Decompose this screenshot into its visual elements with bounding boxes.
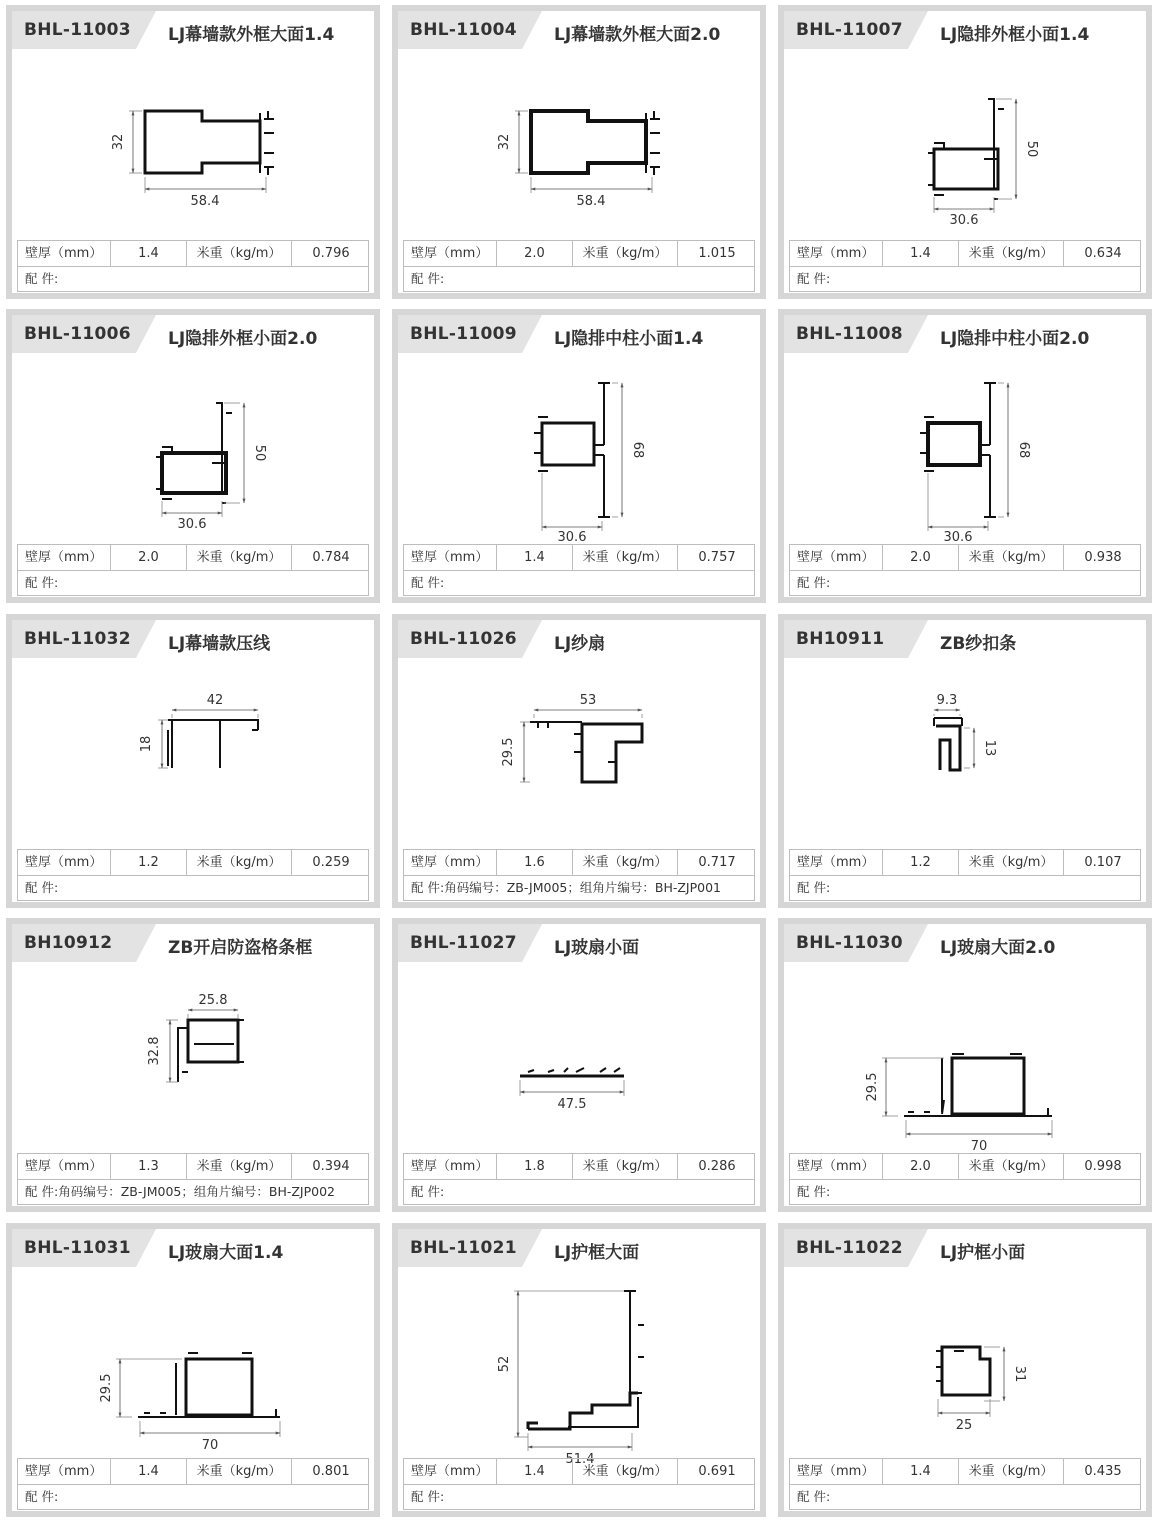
- dimension-label: 9.3: [936, 693, 958, 708]
- product-card-body: [784, 11, 1146, 293]
- dimension-label: 58.4: [190, 194, 220, 209]
- profile-drawing: [398, 962, 760, 1148]
- product-card: [392, 918, 766, 1212]
- product-card: [6, 614, 380, 908]
- dimension-label: 70: [970, 1139, 988, 1154]
- product-name: LJ幕墙款外框大面1.4: [168, 25, 335, 45]
- wall-thickness-label: 壁厚（mm）: [18, 1459, 111, 1484]
- meter-weight-label: 米重（kg/m）: [573, 850, 678, 875]
- profile-cross-section: [12, 658, 374, 844]
- meter-weight-value: 0.286: [698, 1159, 736, 1174]
- spec-table: [789, 1458, 1141, 1510]
- meter-weight-value: 1.015: [698, 246, 736, 261]
- spec-table: [403, 240, 755, 292]
- accessories-label: 配 件:: [797, 880, 831, 895]
- dimension-label: 30.6: [949, 213, 979, 228]
- product-code: BHL-11006: [24, 324, 131, 344]
- product-name: LJ纱扇: [554, 634, 606, 654]
- dimension-label: 68: [630, 441, 645, 459]
- spec-row: [18, 850, 368, 876]
- spec-table: [403, 849, 755, 901]
- profile-drawing: [784, 962, 1146, 1154]
- spec-table: [17, 544, 369, 596]
- accessories-row: [18, 571, 368, 595]
- meter-weight-label: 米重（kg/m）: [573, 241, 678, 266]
- meter-weight-label: 米重（kg/m）: [959, 241, 1064, 266]
- meter-weight-label: 米重（kg/m）: [187, 850, 292, 875]
- meter-weight-label: 米重（kg/m）: [187, 1154, 292, 1179]
- profile-drawing: [12, 49, 374, 235]
- accessories-value: 角码编号：ZB-JM005；组角片编号：BH-ZJP001: [444, 880, 721, 895]
- meter-weight-value: 0.757: [698, 550, 736, 565]
- dimension-label: 25.8: [198, 993, 228, 1008]
- product-code: BHL-11030: [796, 933, 903, 953]
- wall-thickness-label: 壁厚（mm）: [790, 1459, 883, 1484]
- accessories-label: 配 件:: [25, 1489, 59, 1504]
- dimension-label: 31: [1012, 1365, 1027, 1383]
- card-header: [12, 11, 374, 49]
- profile-cross-section: [784, 49, 1146, 235]
- product-card-body: [12, 315, 374, 597]
- meter-weight-label: 米重（kg/m）: [573, 1459, 678, 1484]
- card-header: [784, 620, 1146, 658]
- accessories-label: 配 件:: [25, 1184, 59, 1199]
- product-card: [392, 309, 766, 603]
- accessories-label: 配 件:: [797, 575, 831, 590]
- spec-table: [789, 849, 1141, 901]
- product-name: LJ玻扇大面2.0: [940, 938, 1056, 958]
- meter-weight-label: 米重（kg/m）: [573, 545, 678, 570]
- accessories-row: [404, 267, 754, 291]
- spec-row: [18, 1459, 368, 1485]
- meter-weight-label: 米重（kg/m）: [959, 1459, 1064, 1484]
- wall-thickness-value: 2.0: [497, 241, 573, 266]
- profile-drawing: [784, 353, 1146, 545]
- meter-weight-value: 0.634: [1084, 246, 1122, 261]
- meter-weight-value: 0.938: [1084, 550, 1122, 565]
- card-header: [12, 924, 374, 962]
- accessories-label: 配 件:: [797, 1489, 831, 1504]
- profile-cross-section: [784, 1267, 1146, 1453]
- dimension-label: 29.5: [501, 737, 516, 767]
- spec-table: [17, 849, 369, 901]
- accessories-label: 配 件:: [25, 575, 59, 590]
- meter-weight-value: 0.801: [312, 1464, 350, 1479]
- spec-table: [789, 1153, 1141, 1205]
- product-card-body: [784, 315, 1146, 597]
- spec-row: [18, 545, 368, 571]
- product-card: [6, 5, 380, 299]
- accessories-label: 配 件:: [411, 1184, 445, 1199]
- wall-thickness-value: 1.4: [111, 1459, 187, 1484]
- wall-thickness-value: 1.4: [497, 545, 573, 570]
- wall-thickness-label: 壁厚（mm）: [790, 241, 883, 266]
- dimension-label: 29.5: [865, 1072, 880, 1102]
- spec-row: [404, 1459, 754, 1485]
- product-card: [6, 309, 380, 603]
- accessories-row: [790, 876, 1140, 900]
- meter-weight-value: 0.784: [312, 550, 350, 565]
- dimension-label: 50: [252, 444, 267, 462]
- card-header: [398, 315, 760, 353]
- dimension-label: 18: [139, 735, 154, 753]
- meter-weight-value: 0.107: [1084, 855, 1122, 870]
- meter-weight-label: 米重（kg/m）: [959, 1154, 1064, 1179]
- spec-table: [17, 1458, 369, 1510]
- product-card-body: [784, 1229, 1146, 1511]
- dimension-label: 30.6: [177, 517, 207, 532]
- wall-thickness-label: 壁厚（mm）: [404, 241, 497, 266]
- accessories-row: [18, 1180, 368, 1204]
- dimension-label: 25: [955, 1418, 973, 1433]
- card-header: [784, 315, 1146, 353]
- product-card: [392, 1223, 766, 1517]
- meter-weight-label: 米重（kg/m）: [187, 1459, 292, 1484]
- product-name: LJ玻扇小面: [554, 938, 640, 958]
- accessories-label: 配 件:: [797, 1184, 831, 1199]
- product-name: LJ幕墙款外框大面2.0: [554, 25, 721, 45]
- spec-row: [790, 241, 1140, 267]
- wall-thickness-value: 1.2: [883, 850, 959, 875]
- product-name: LJ护框小面: [940, 1243, 1026, 1263]
- product-card: [392, 5, 766, 299]
- spec-row: [790, 1154, 1140, 1180]
- dimension-label: 32.8: [147, 1036, 162, 1066]
- profile-drawing: [12, 1267, 374, 1453]
- meter-weight-label: 米重（kg/m）: [187, 241, 292, 266]
- accessories-row: [790, 267, 1140, 291]
- product-code: BHL-11009: [410, 324, 517, 344]
- card-header: [784, 11, 1146, 49]
- wall-thickness-label: 壁厚（mm）: [404, 850, 497, 875]
- wall-thickness-value: 2.0: [111, 545, 187, 570]
- profile-cross-section: [784, 962, 1146, 1154]
- wall-thickness-value: 1.2: [111, 850, 187, 875]
- accessories-label: 配 件:: [25, 271, 59, 286]
- dimension-label: 30.6: [557, 530, 587, 545]
- wall-thickness-value: 2.0: [883, 545, 959, 570]
- profile-drawing: [12, 658, 374, 844]
- dimension-label: 68: [1016, 441, 1031, 459]
- spec-table: [17, 1153, 369, 1205]
- product-code: BHL-11032: [24, 629, 131, 649]
- spec-table: [403, 1153, 755, 1205]
- meter-weight-label: 米重（kg/m）: [959, 850, 1064, 875]
- profile-cross-section: [398, 49, 760, 235]
- accessories-row: [404, 1485, 754, 1509]
- meter-weight-label: 米重（kg/m）: [573, 1154, 678, 1179]
- dimension-label: 30.6: [943, 530, 973, 545]
- product-code: BHL-11008: [796, 324, 903, 344]
- profile-cross-section: [12, 353, 374, 539]
- product-code: BHL-11027: [410, 933, 517, 953]
- wall-thickness-label: 壁厚（mm）: [790, 850, 883, 875]
- wall-thickness-value: 1.4: [883, 1459, 959, 1484]
- profile-cross-section: [398, 1267, 760, 1467]
- profile-cross-section: [784, 658, 1146, 844]
- accessories-label: 配 件:: [25, 880, 59, 895]
- product-card: [778, 1223, 1152, 1517]
- spec-row: [404, 1154, 754, 1180]
- profile-drawing: [398, 353, 760, 545]
- profile-cross-section: [12, 49, 374, 235]
- profile-drawing: [12, 962, 374, 1148]
- profile-drawing: [12, 353, 374, 539]
- card-header: [12, 620, 374, 658]
- profile-cross-section: [784, 353, 1146, 545]
- card-header: [784, 1229, 1146, 1267]
- product-code: BHL-11004: [410, 20, 517, 40]
- accessories-row: [404, 1180, 754, 1204]
- profile-cross-section: [398, 962, 760, 1148]
- meter-weight-value: 0.691: [698, 1464, 736, 1479]
- accessories-label: 配 件:: [797, 271, 831, 286]
- wall-thickness-value: 1.4: [497, 1459, 573, 1484]
- product-card-body: [398, 11, 760, 293]
- accessories-row: [404, 876, 754, 900]
- card-header: [398, 1229, 760, 1267]
- wall-thickness-value: 2.0: [883, 1154, 959, 1179]
- spec-row: [404, 241, 754, 267]
- profile-drawing: [398, 49, 760, 235]
- wall-thickness-label: 壁厚（mm）: [18, 241, 111, 266]
- meter-weight-value: 0.259: [312, 855, 350, 870]
- product-card-body: [12, 11, 374, 293]
- card-header: [398, 11, 760, 49]
- product-name: LJ隐排外框小面1.4: [940, 25, 1090, 45]
- meter-weight-value: 0.796: [312, 246, 350, 261]
- wall-thickness-label: 壁厚（mm）: [404, 1154, 497, 1179]
- product-card-body: [784, 620, 1146, 902]
- product-card-body: [12, 1229, 374, 1511]
- meter-weight-label: 米重（kg/m）: [187, 545, 292, 570]
- wall-thickness-value: 1.8: [497, 1154, 573, 1179]
- dimension-label: 58.4: [576, 194, 606, 209]
- spec-table: [403, 1458, 755, 1510]
- product-code: BHL-11022: [796, 1238, 903, 1258]
- product-card: [6, 918, 380, 1212]
- profile-drawing: [784, 1267, 1146, 1453]
- dimension-label: 13: [982, 739, 997, 757]
- product-card-body: [398, 620, 760, 902]
- spec-row: [18, 241, 368, 267]
- product-name: LJ隐排外框小面2.0: [168, 329, 318, 349]
- spec-row: [790, 1459, 1140, 1485]
- accessories-row: [18, 267, 368, 291]
- spec-row: [18, 1154, 368, 1180]
- card-header: [398, 620, 760, 658]
- product-card-body: [12, 620, 374, 902]
- wall-thickness-label: 壁厚（mm）: [18, 850, 111, 875]
- product-card: [6, 1223, 380, 1517]
- accessories-value: 角码编号：ZB-JM005；组角片编号：BH-ZJP002: [58, 1184, 335, 1199]
- accessories-row: [790, 1485, 1140, 1509]
- meter-weight-label: 米重（kg/m）: [959, 545, 1064, 570]
- accessories-label: 配 件:: [411, 271, 445, 286]
- product-name: LJ隐排中柱小面1.4: [554, 329, 704, 349]
- product-name: LJ玻扇大面1.4: [168, 1243, 284, 1263]
- card-header: [784, 924, 1146, 962]
- wall-thickness-label: 壁厚（mm）: [790, 545, 883, 570]
- dimension-label: 50: [1024, 140, 1039, 158]
- dimension-label: 53: [579, 693, 597, 708]
- product-name: LJ护框大面: [554, 1243, 640, 1263]
- wall-thickness-value: 1.3: [111, 1154, 187, 1179]
- spec-row: [790, 545, 1140, 571]
- product-name: ZB纱扣条: [940, 634, 1017, 654]
- dimension-label: 52: [497, 1355, 512, 1373]
- accessories-row: [404, 571, 754, 595]
- spec-table: [17, 240, 369, 292]
- product-card: [778, 614, 1152, 908]
- dimension-label: 32: [111, 133, 126, 151]
- product-card: [778, 5, 1152, 299]
- product-code: BHL-11007: [796, 20, 903, 40]
- dimension-label: 70: [201, 1438, 219, 1453]
- product-name: ZB开启防盗格条框: [168, 938, 313, 958]
- card-header: [12, 315, 374, 353]
- wall-thickness-value: 1.4: [883, 241, 959, 266]
- spec-table: [789, 240, 1141, 292]
- product-card-body: [12, 924, 374, 1206]
- product-card-body: [398, 924, 760, 1206]
- accessories-label: 配 件:: [411, 880, 445, 895]
- profile-drawing: [784, 658, 1146, 844]
- product-code: BHL-11003: [24, 20, 131, 40]
- wall-thickness-label: 壁厚（mm）: [404, 545, 497, 570]
- product-code: BHL-11026: [410, 629, 517, 649]
- wall-thickness-label: 壁厚（mm）: [18, 545, 111, 570]
- dimension-label: 47.5: [557, 1097, 587, 1112]
- profile-cross-section: [398, 353, 760, 545]
- profile-cross-section: [12, 962, 374, 1148]
- product-card: [778, 309, 1152, 603]
- profile-cross-section: [398, 658, 760, 844]
- accessories-row: [790, 1180, 1140, 1204]
- product-card: [392, 614, 766, 908]
- spec-table: [403, 544, 755, 596]
- wall-thickness-value: 1.6: [497, 850, 573, 875]
- dimension-label: 29.5: [99, 1373, 114, 1403]
- card-header: [12, 1229, 374, 1267]
- product-card: [778, 918, 1152, 1212]
- product-card-body: [784, 924, 1146, 1206]
- wall-thickness-value: 1.4: [111, 241, 187, 266]
- product-code: BH10911: [796, 629, 885, 649]
- profile-drawing: [398, 1267, 760, 1467]
- profile-drawing: [784, 49, 1146, 235]
- meter-weight-value: 0.717: [698, 855, 736, 870]
- accessories-row: [790, 571, 1140, 595]
- product-code: BH10912: [24, 933, 113, 953]
- dimension-label: 42: [206, 693, 224, 708]
- product-name: LJ隐排中柱小面2.0: [940, 329, 1090, 349]
- product-code: BHL-11031: [24, 1238, 131, 1258]
- meter-weight-value: 0.435: [1084, 1464, 1122, 1479]
- wall-thickness-label: 壁厚（mm）: [404, 1459, 497, 1484]
- profile-drawing: [398, 658, 760, 844]
- wall-thickness-label: 壁厚（mm）: [18, 1154, 111, 1179]
- product-card-body: [398, 1229, 760, 1511]
- accessories-label: 配 件:: [411, 1489, 445, 1504]
- accessories-row: [18, 1485, 368, 1509]
- spec-row: [404, 545, 754, 571]
- accessories-label: 配 件:: [411, 575, 445, 590]
- product-card-body: [398, 315, 760, 597]
- spec-row: [404, 850, 754, 876]
- meter-weight-value: 0.998: [1084, 1159, 1122, 1174]
- spec-table: [789, 544, 1141, 596]
- profile-cross-section: [12, 1267, 374, 1453]
- product-name: LJ幕墙款压线: [168, 634, 271, 654]
- dimension-label: 32: [497, 133, 512, 151]
- meter-weight-value: 0.394: [312, 1159, 350, 1174]
- dimension-label: 51.4: [565, 1452, 595, 1467]
- wall-thickness-label: 壁厚（mm）: [790, 1154, 883, 1179]
- product-code: BHL-11021: [410, 1238, 517, 1258]
- spec-row: [790, 850, 1140, 876]
- card-header: [398, 924, 760, 962]
- accessories-row: [18, 876, 368, 900]
